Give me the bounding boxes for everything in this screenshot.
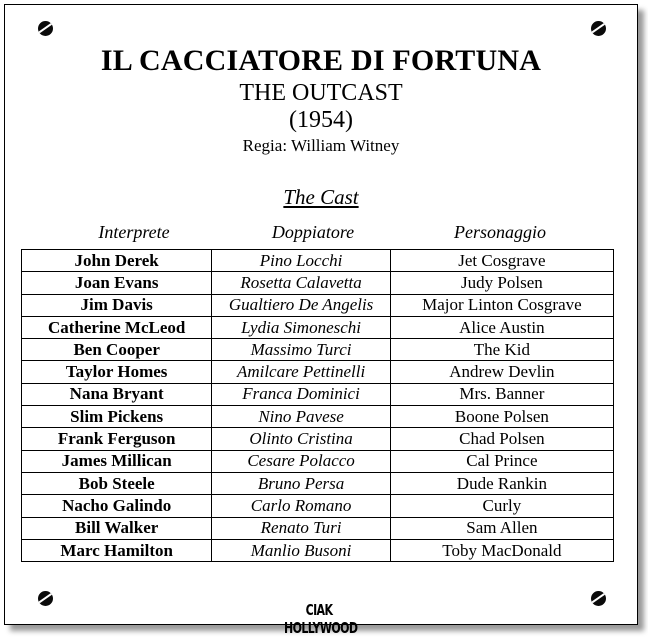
table-row	[22, 450, 614, 472]
character-cell: Boone Polsen	[390, 406, 613, 428]
character-cell: Curly	[390, 495, 613, 517]
table-row	[22, 383, 614, 405]
table-row	[22, 517, 614, 539]
actor-cell: Nacho Galindo	[22, 495, 212, 517]
release-year: (1954)	[289, 107, 353, 133]
director-credit: Regia: William Witney	[242, 136, 400, 155]
original-title: THE OUTCAST	[239, 80, 403, 106]
actor-cell: Nana Bryant	[22, 383, 212, 405]
voice-actor-cell: Carlo Romano	[212, 495, 390, 517]
character-cell: The Kid	[390, 339, 613, 361]
table-row	[22, 316, 614, 338]
character-cell: Andrew Devlin	[390, 361, 613, 383]
table-row	[22, 428, 614, 450]
table-row	[22, 539, 614, 561]
actor-cell: Ben Cooper	[22, 339, 212, 361]
character-cell: Jet Cosgrave	[390, 250, 613, 272]
voice-actor-cell: Renato Turi	[212, 517, 390, 539]
voice-actor-cell: Rosetta Calavetta	[212, 272, 390, 294]
voice-actor-cell: Manlio Busoni	[212, 539, 390, 561]
cast-heading: The Cast	[283, 185, 359, 209]
ciak-hollywood-logo: CIAK HOLLYWOOD	[284, 600, 358, 637]
actor-cell: Catherine McLeod	[22, 316, 212, 338]
screw-bottom-left-icon	[38, 591, 53, 606]
voice-actor-cell: Nino Pavese	[212, 406, 390, 428]
screw-top-right-icon	[591, 21, 606, 36]
voice-actor-cell: Massimo Turci	[212, 339, 390, 361]
actor-cell: Taylor Homes	[22, 361, 212, 383]
column-header-interprete: Interprete	[98, 222, 170, 242]
table-row	[22, 339, 614, 361]
actor-cell: Slim Pickens	[22, 406, 212, 428]
character-cell: Mrs. Banner	[390, 383, 613, 405]
character-cell: Major Linton Cosgrave	[390, 294, 613, 316]
voice-actor-cell: Olinto Cristina	[212, 428, 390, 450]
actor-cell: Joan Evans	[22, 272, 212, 294]
column-header-personaggio: Personaggio	[454, 222, 546, 242]
table-row	[22, 294, 614, 316]
actor-cell: Frank Ferguson	[22, 428, 212, 450]
actor-cell: Jim Davis	[22, 294, 212, 316]
actor-cell: John Derek	[22, 250, 212, 272]
film-title: IL CACCIATORE DI FORTUNA	[100, 44, 542, 77]
screw-bottom-right-icon	[591, 591, 606, 606]
table-row	[22, 250, 614, 272]
table-row	[22, 406, 614, 428]
actor-cell: Bill Walker	[22, 517, 212, 539]
voice-actor-cell: Franca Dominici	[212, 383, 390, 405]
column-header-doppiatore: Doppiatore	[271, 222, 355, 242]
character-cell: Dude Rankin	[390, 472, 613, 494]
table-row	[22, 472, 614, 494]
cast-table	[21, 249, 614, 562]
cast-plaque	[4, 4, 638, 637]
table-row	[22, 361, 614, 383]
voice-actor-cell: Amilcare Pettinelli	[212, 361, 390, 383]
table-row	[22, 272, 614, 294]
character-cell: Chad Polsen	[390, 428, 613, 450]
character-cell: Toby MacDonald	[390, 539, 613, 561]
character-cell: Judy Polsen	[390, 272, 613, 294]
voice-actor-cell: Bruno Persa	[212, 472, 390, 494]
actor-cell: James Millican	[22, 450, 212, 472]
voice-actor-cell: Gualtiero De Angelis	[212, 294, 390, 316]
table-row	[22, 495, 614, 517]
screw-top-left-icon	[38, 21, 53, 36]
character-cell: Cal Prince	[390, 450, 613, 472]
character-cell: Alice Austin	[390, 316, 613, 338]
voice-actor-cell: Lydia Simoneschi	[212, 316, 390, 338]
voice-actor-cell: Cesare Polacco	[212, 450, 390, 472]
character-cell: Sam Allen	[390, 517, 613, 539]
actor-cell: Bob Steele	[22, 472, 212, 494]
voice-actor-cell: Pino Locchi	[212, 250, 390, 272]
actor-cell: Marc Hamilton	[22, 539, 212, 561]
